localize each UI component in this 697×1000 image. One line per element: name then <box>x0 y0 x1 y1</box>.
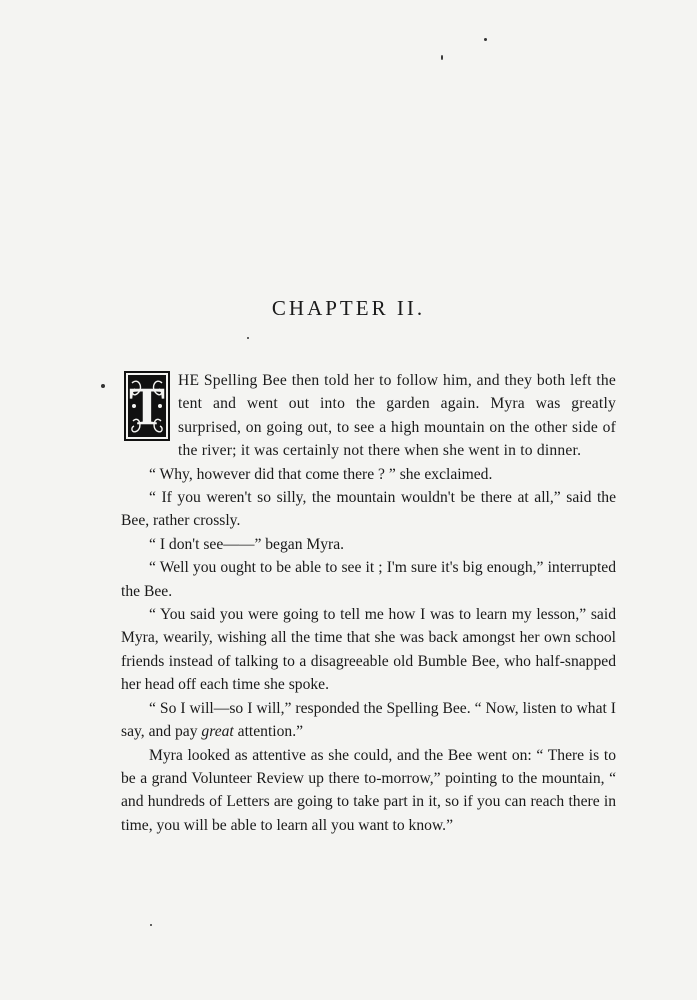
paragraph-2: “ Why, however did that come there ? ” she exclaimed. <box>149 465 493 483</box>
ink-speck <box>484 38 487 41</box>
paragraph-5: “ Well you ought to be able to see it ; I'm sure it's big enough,” interrupted the Bee. <box>121 559 616 600</box>
paragraph-7-text-after: attention.” <box>233 723 304 741</box>
paragraph-6: “ You said you were going to tell me how I was to learn my lesson,” said Myra, wearily, wishing all the time that she was back amongst her own school friends instead of talking to a disagreeable old Bumble Bee, who half-snapped her head off each time she spoke. <box>121 606 616 694</box>
chapter-text <box>121 369 616 837</box>
dropcap-letter: T <box>128 376 166 436</box>
ornamental-dropcap <box>124 371 170 441</box>
paragraph-8: Myra looked as attentive as she could, and the Bee went on: “ There is to be a grand Volunteer Review up there to-morrow,” pointing to the mountain, “ and hundreds of Letters are going to take part in it, so if you can reach there in time, you will be able to learn all you want to know.” <box>121 746 616 834</box>
paragraph-7 <box>121 697 616 744</box>
paragraph-4: “ I don't see——” began Myra. <box>149 535 345 553</box>
ink-speck <box>247 337 249 339</box>
ink-speck <box>441 55 443 60</box>
paragraph-1 <box>121 369 616 463</box>
chapter-title: CHAPTER II. <box>271 296 426 320</box>
paragraph-7-text-before: “ So I will—so I will,” responded the Spelling Bee. “ Now, listen to what I say, and pay <box>121 699 616 741</box>
ink-speck <box>150 924 152 926</box>
paragraph-7-emphasis: great <box>201 723 234 741</box>
ink-speck <box>101 384 105 388</box>
paragraph-1-text: HE Spelling Bee then told her to follow him, and they both left the tent and went out into the garden again. Myra was greatly surprised, on going out, to see a high mountain on the other side of the river; it was certainly not there when she went in to dinner. <box>178 372 616 460</box>
paragraph-3: “ If you weren't so silly, the mountain wouldn't be there at all,” said the Bee, rather crossly. <box>121 489 616 530</box>
